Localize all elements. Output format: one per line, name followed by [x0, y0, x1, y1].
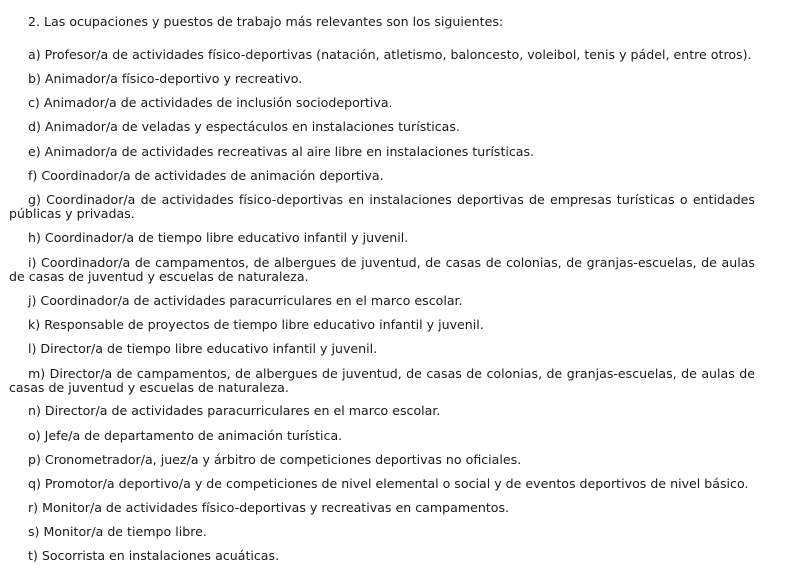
list-item-q: q) Promotor/a deportivo/a y de competiciones de nivel elemental o social y de eventos deportivos de nivel básico. — [28, 476, 749, 491]
list-item-b: b) Animador/a físico-deportivo y recreativo. — [28, 71, 303, 86]
list-item-d: d) Animador/a de veladas y espectáculos en instalaciones turísticas. — [28, 119, 460, 134]
list-item-f: f) Coordinador/a de actividades de animación deportiva. — [28, 168, 384, 183]
list-item-r: r) Monitor/a de actividades físico-deportivas y recreativas en campamentos. — [28, 500, 510, 515]
list-item-t: t) Socorrista en instalaciones acuáticas. — [28, 548, 280, 563]
list-item-k: k) Responsable de proyectos de tiempo libre educativo infantil y juvenil. — [28, 317, 484, 332]
list-item-i: i) Coordinador/a de campamentos, de albergues de juventud, de casas de colonias, de granjas-escuelas, de aulas de casas de juventud y escuelas de naturaleza. — [9, 255, 755, 284]
list-item-h: h) Coordinador/a de tiempo libre educativo infantil y juvenil. — [28, 230, 409, 245]
list-item-n: n) Director/a de actividades paracurriculares en el marco escolar. — [28, 403, 441, 418]
list-item-p: p) Cronometrador/a, juez/a y árbitro de competiciones deportivas no oficiales. — [28, 452, 522, 467]
list-item-c: c) Animador/a de actividades de inclusión sociodeportiva. — [28, 95, 393, 110]
list-item-a: a) Profesor/a de actividades físico-deportivas (natación, atletismo, baloncesto, voleibol, tenis y pádel, entre otros). — [28, 47, 752, 62]
list-item-e: e) Animador/a de actividades recreativas al aire libre en instalaciones turísticas. — [28, 144, 535, 159]
list-item-g: g) Coordinador/a de actividades físico-deportivas en instalaciones deportivas de empresas turísticas o entidades públicas y privadas. — [9, 192, 755, 221]
list-item-o: o) Jefe/a de departamento de animación turística. — [28, 428, 343, 443]
list-item-l: l) Director/a de tiempo libre educativo infantil y juvenil. — [28, 341, 378, 356]
list-item-j: j) Coordinador/a de actividades paracurriculares en el marco escolar. — [28, 293, 463, 308]
section-heading: 2. Las ocupaciones y puestos de trabajo más relevantes son los siguientes: — [28, 14, 504, 29]
list-item-m: m) Director/a de campamentos, de albergues de juventud, de casas de colonias, de granjas-escuelas, de aulas de casas de juventud y escuelas de naturaleza. — [9, 366, 755, 395]
list-item-s: s) Monitor/a de tiempo libre. — [28, 524, 207, 539]
